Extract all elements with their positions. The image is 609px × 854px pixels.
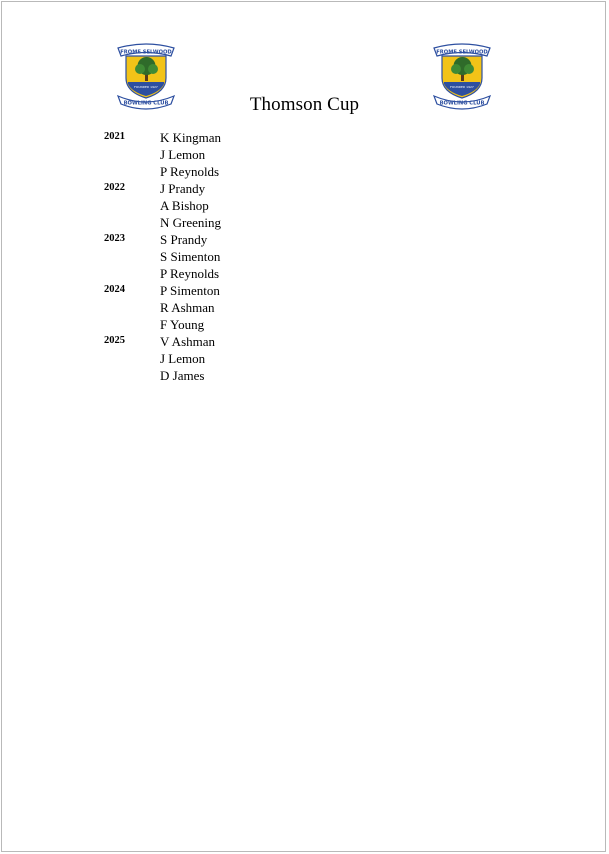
document-title <box>2 94 607 116</box>
document-title-text: Thomson Cup <box>249 94 360 115</box>
winner-name: N Greening <box>160 215 222 230</box>
document-page <box>1 1 606 852</box>
winner-name: P Reynolds <box>160 266 220 281</box>
year-label: 2025 <box>104 335 125 346</box>
winner-name: S Simenton <box>160 249 221 264</box>
winner-name: P Reynolds <box>160 164 220 179</box>
winner-name: J Prandy <box>160 181 206 196</box>
logo-bottom-text: BOWLING CLUB <box>439 100 485 107</box>
logo-top-text: FROME SELWOOD <box>120 49 172 56</box>
year-label: 2022 <box>104 182 125 193</box>
winner-name: S Prandy <box>160 232 208 247</box>
winner-name: P Simenton <box>160 283 220 298</box>
logo-founded-text: FOUNDED 1927 <box>450 85 474 89</box>
year-label: 2024 <box>104 284 125 295</box>
logo-bottom-text: BOWLING CLUB <box>123 100 169 107</box>
winner-name: J Lemon <box>160 351 206 366</box>
year-label: 2021 <box>104 131 125 142</box>
winner-name: V Ashman <box>160 334 216 349</box>
winner-name: D James <box>160 368 205 383</box>
winner-name: F Young <box>160 317 205 332</box>
winner-name: A Bishop <box>160 198 209 213</box>
logo-founded-text: FOUNDED 1927 <box>134 85 158 89</box>
year-label: 2023 <box>104 233 125 244</box>
logo-top-text: FROME SELWOOD <box>436 49 488 56</box>
winner-name: R Ashman <box>160 300 215 315</box>
winner-name: K Kingman <box>160 130 222 145</box>
winner-name: J Lemon <box>160 147 206 162</box>
